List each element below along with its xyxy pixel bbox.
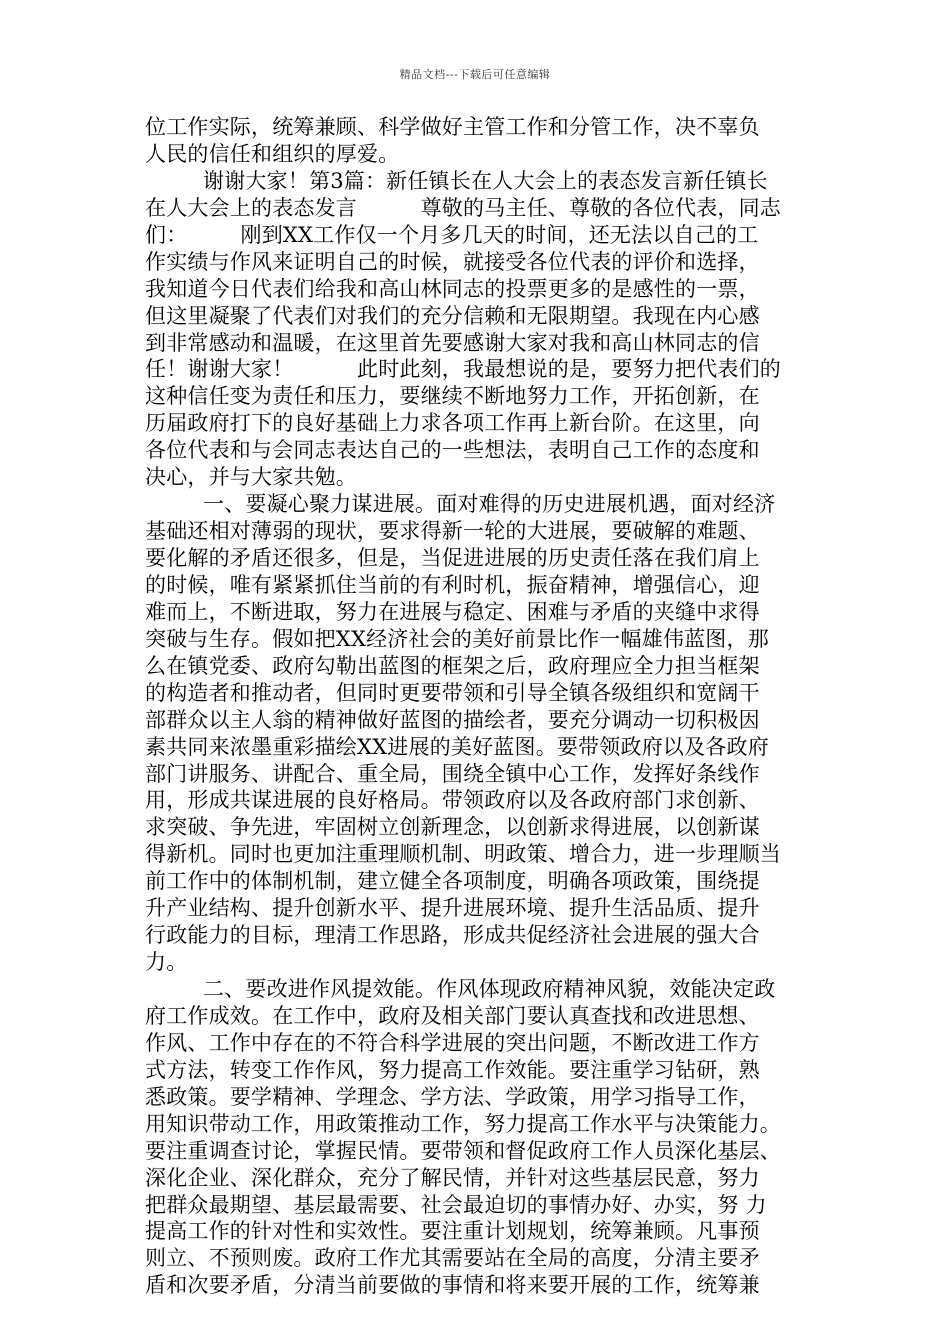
text-line: 提高工作的针对性和实效性。要注重计划规划，统筹兼顾。凡事预	[145, 1219, 760, 1244]
text-line: 得新机。同时也更加注重理顺机制、明政策、增合力，进一步理顺当	[145, 842, 781, 867]
text-line: 府工作成效。在工作中，政府及相关部门要认真查找和改进思想、	[145, 1003, 760, 1028]
text-line: 么在镇党委、政府勾勒出蓝图的框架之后，政府理应全力担当框架	[145, 653, 760, 678]
text-line: 的时候，唯有紧紧抓住当前的有利时机，振奋精神，增强信心，迎	[145, 572, 760, 597]
text-line: 的构造者和推动者，但同时更要带领和引导全镇各级组织和宽阔干	[145, 680, 760, 705]
text-line: 作实绩与作风来证明自己的时候，就接受各位代表的评价和选择，	[145, 249, 760, 274]
text-line: 升产业结构、提升创新水平、提升进展环境、提升生活品质、提升	[145, 896, 760, 921]
text-line: 部群众以主人翁的精神做好蓝图的描绘者，要充分调动一切积极因	[145, 707, 760, 732]
text-line: 人民的信任和组织的厚爱。	[145, 141, 400, 166]
text-line: 一、要凝心聚力谋进展。面对难得的历史进展机遇，面对经济	[203, 492, 776, 517]
text-line: 各位代表和与会同志表达自己的一些想法，表明自己工作的态度和	[145, 438, 760, 463]
text-line: 但这里凝聚了代表们对我们的充分信赖和无限期望。我现在内心感	[145, 303, 760, 328]
text-line: 突破与生存。假如把XX经济社会的美好前景比作一幅雄伟蓝图，那	[145, 626, 769, 651]
text-line: 决心，并与大家共勉。	[145, 465, 357, 490]
text-line: 历届政府打下的良好基础上力求各项工作再上新台阶。在这里，向	[145, 411, 760, 436]
text-line: 则立、不预则废。政府工作尤其需要站在全局的高度，分清主要矛	[145, 1246, 760, 1271]
text-line: 悉政策。要学精神、学理念、学方法、学政策，用学习指导工作，	[145, 1084, 760, 1109]
text-line: 要化解的矛盾还很多，但是，当促进进展的历史责任落在我们肩上	[145, 546, 760, 570]
text-line: 基础还相对薄弱的现状，要求得新一轮的大进展，要破解的难题、	[145, 519, 760, 544]
text-line: 求突破、争先进，牢固树立创新理念，以创新求得进展，以创新谋	[145, 815, 760, 840]
document-body	[145, 114, 810, 1299]
text-line: 这种信任变为责任和压力，要继续不断地努力工作，开拓创新，在	[145, 384, 760, 409]
text-line: 到非常感动和温暖，在这里首先要感谢大家对我和高山林同志的信	[145, 330, 760, 355]
text-line: 二、要改进作风提效能。作风体现政府精神风貌，效能决定政	[203, 977, 776, 1001]
text-line: 素共同来浓墨重彩描绘XX进展的美好蓝图。要带领政府以及各政府	[145, 734, 769, 759]
text-line: 谢谢大家！第3篇：新任镇长在人大会上的表态发言新任镇长	[203, 168, 768, 193]
text-line: 位工作实际，统筹兼顾、科学做好主管工作和分管工作，决不辜负	[145, 115, 760, 139]
text-line: 难而上，不断进取，努力在进展与稳定、困难与矛盾的夹缝中求得	[145, 599, 760, 624]
text-line: 们： 刚到XX工作仅一个月多几天的时间，还无法以自己的工	[145, 222, 759, 247]
text-line: 力。	[145, 950, 188, 975]
text-line: 用，形成共谋进展的良好格局。带领政府以及各政府部门求创新、	[145, 788, 760, 813]
text-line: 要注重调查讨论，掌握民情。要带领和督促政府工作人员深化基层、	[145, 1138, 781, 1163]
text-line: 我知道今日代表们给我和高山林同志的投票更多的是感性的一票，	[145, 276, 760, 301]
text-line: 前工作中的体制机制，建立健全各项制度，明确各项政策，围绕提	[145, 869, 760, 894]
text-line: 任！谢谢大家！ 此时此刻，我最想说的是，要努力把代表们的	[145, 357, 781, 382]
text-line: 在人大会上的表态发言 尊敬的马主任、尊敬的各位代表，同志	[145, 195, 781, 220]
page-header: 精品文档---下载后可任意编辑	[399, 68, 551, 81]
text-line: 行政能力的目标，理清工作思路，形成共促经济社会进展的强大合	[145, 923, 760, 948]
text-line: 式方法，转变工作作风，努力提高工作效能。要注重学习钻研，熟	[145, 1057, 760, 1082]
text-line: 盾和次要矛盾，分清当前要做的事情和将来要开展的工作，统筹兼	[145, 1273, 760, 1298]
text-line: 把群众最期望、基层最需要、社会最迫切的事情办好、办实，努 力	[145, 1192, 767, 1217]
text-line: 作风、工作中存在的不符合科学进展的突出问题，不断改进工作方	[145, 1030, 760, 1055]
text-line: 用知识带动工作，用政策推动工作，努力提高工作水平与决策能力。	[145, 1111, 781, 1136]
text-line: 深化企业、深化群众，充分了解民情，并针对这些基层民意，努力	[145, 1165, 760, 1190]
text-line: 部门讲服务、讲配合、重全局，围绕全镇中心工作，发挥好条线作	[145, 761, 760, 786]
